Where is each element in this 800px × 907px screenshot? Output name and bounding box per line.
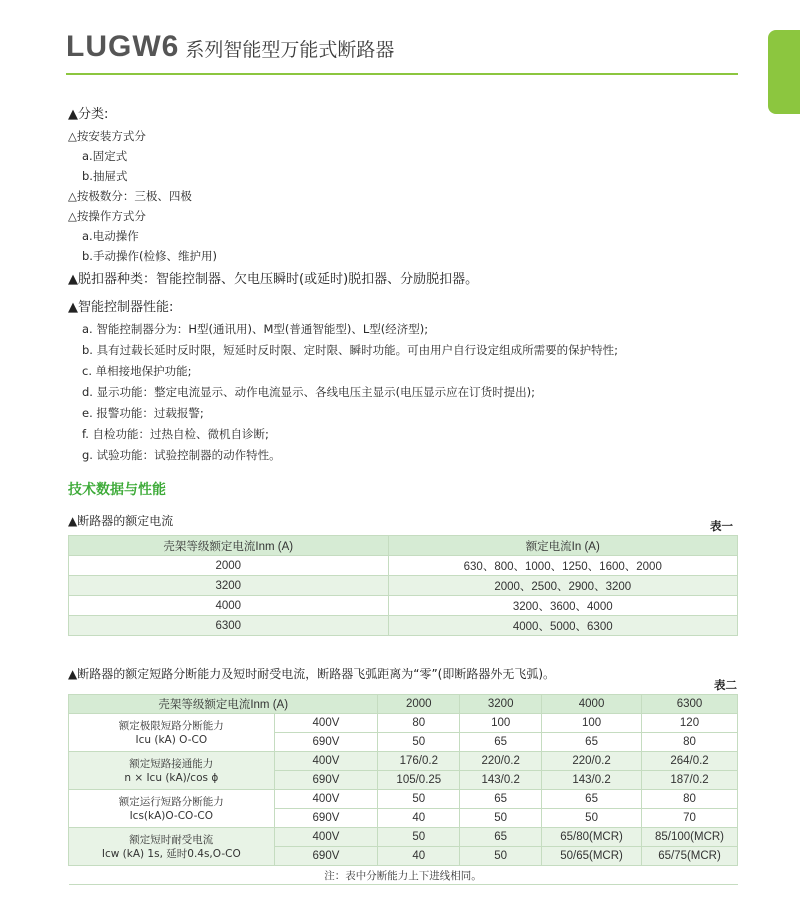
table-cell: 400V — [274, 714, 378, 733]
table-cell: 100 — [542, 714, 642, 733]
tech-data-heading: 技术数据与性能 — [68, 482, 166, 498]
table-cell: 70 — [642, 809, 738, 828]
table-cell: 690V — [274, 847, 378, 866]
table-cell: 120 — [642, 714, 738, 733]
row-label-line: Icu (kA) O-CO — [135, 733, 208, 746]
table-cell: 50 — [378, 790, 460, 809]
table-cell: 50 — [378, 733, 460, 752]
row-group-label — [69, 752, 275, 790]
trip-types: ▲脱扣器种类：智能控制器、欠电压瞬时(或延时)脱扣器、分励脱扣器。 — [68, 272, 479, 287]
list-item: b. 具有过载长延时反时限，短延时反时限、定时限、瞬时功能。可由用户自行设定组成所需要的保护特性; — [82, 343, 618, 357]
table-cell: 50 — [542, 809, 642, 828]
table-row — [69, 828, 738, 847]
intro-section — [68, 104, 748, 466]
list-item: d. 显示功能：整定电流显示、动作电流显示、各线电压主显示(电压显示应在订货时提出); — [82, 385, 535, 399]
list-item: c. 单相接地保护功能; — [82, 364, 192, 378]
table-note: 注：表中分断能力上下进线相同。 — [69, 866, 738, 885]
table-cell: 220/0.2 — [542, 752, 642, 771]
table-cell: 65 — [460, 828, 542, 847]
table-row — [69, 714, 738, 733]
table-cell: 264/0.2 — [642, 752, 738, 771]
row-group-label — [69, 790, 275, 828]
rated-current-table — [68, 535, 738, 636]
row-label-line: 额定短路接通能力 — [129, 757, 214, 770]
table-cell: 6300 — [69, 616, 389, 636]
group-label: △按操作方式分 — [68, 209, 146, 223]
group-label: △按安装方式分 — [68, 129, 146, 143]
classification-heading: ▲分类: — [68, 107, 109, 122]
list-item: f. 自检功能：过热自检、微机自诊断; — [82, 427, 269, 441]
table-cell: 65/80(MCR) — [542, 828, 642, 847]
list-item: a.电动操作 — [82, 229, 139, 243]
short-circuit-table — [68, 694, 738, 885]
row-label-line: n × Icu (kA)/cos ϕ — [124, 771, 219, 784]
table-cell: 143/0.2 — [460, 771, 542, 790]
table-cell: 220/0.2 — [460, 752, 542, 771]
table-header-cell: 壳架等级额定电流Inm (A) — [69, 695, 378, 714]
list-item: b.抽屉式 — [82, 169, 128, 183]
row-label-line: 额定运行短路分断能力 — [118, 795, 224, 808]
table-cell: 400V — [274, 752, 378, 771]
table-cell: 40 — [378, 847, 460, 866]
table-header-row — [69, 536, 738, 556]
table-cell: 50 — [378, 828, 460, 847]
table-cell: 4000 — [69, 596, 389, 616]
table1-caption: ▲断路器的额定电流 — [68, 514, 174, 528]
list-item: g. 试验功能：试验控制器的动作特性。 — [82, 448, 281, 462]
table-cell: 630、800、1000、1250、1600、2000 — [388, 556, 738, 576]
table-cell: 2000 — [69, 556, 389, 576]
table-cell: 50 — [460, 809, 542, 828]
table-row — [69, 752, 738, 771]
table-cell: 50/65(MCR) — [542, 847, 642, 866]
table-header-cell: 3200 — [460, 695, 542, 714]
table-header-cell: 壳架等级额定电流Inm (A) — [69, 536, 389, 556]
table-cell: 80 — [378, 714, 460, 733]
table-cell: 85/100(MCR) — [642, 828, 738, 847]
table-row — [69, 616, 738, 636]
table-header-cell: 2000 — [378, 695, 460, 714]
table-cell: 690V — [274, 733, 378, 752]
series-name: 系列智能型万能式断路器 — [185, 39, 395, 61]
title-underline — [66, 73, 738, 75]
list-item: a. 智能控制器分为：H型(通讯用)、M型(普通智能型)、L型(经济型); — [82, 322, 429, 336]
row-label-line: Ics(kA)O-CO-CO — [129, 809, 213, 822]
row-label-line: 额定短时耐受电流 — [129, 833, 214, 846]
table-note-row — [69, 866, 738, 885]
table-cell: 143/0.2 — [542, 771, 642, 790]
table-cell: 80 — [642, 790, 738, 809]
table-cell: 3200 — [69, 576, 389, 596]
table-cell: 105/0.25 — [378, 771, 460, 790]
table-row — [69, 790, 738, 809]
side-tab — [768, 30, 800, 114]
table1-number: 表一 — [710, 519, 733, 533]
table-header-cell: 额定电流In (A) — [388, 536, 738, 556]
table-header-cell: 6300 — [642, 695, 738, 714]
list-item: e. 报警功能：过载报警; — [82, 406, 204, 420]
model-name: LUGW6 — [66, 30, 180, 63]
group-label: △按极数分：三极、四极 — [68, 189, 192, 203]
table-cell: 2000、2500、2900、3200 — [388, 576, 738, 596]
page-title — [66, 30, 394, 66]
table-cell: 187/0.2 — [642, 771, 738, 790]
table-cell: 3200、3600、4000 — [388, 596, 738, 616]
table-row — [69, 576, 738, 596]
table-cell: 176/0.2 — [378, 752, 460, 771]
table-cell: 400V — [274, 828, 378, 847]
table-cell: 65 — [460, 790, 542, 809]
row-label-line: Icw (kA) 1s, 延时0.4s,O-CO — [101, 847, 241, 860]
table-cell: 100 — [460, 714, 542, 733]
table-cell: 65 — [542, 790, 642, 809]
table-header-row — [69, 695, 738, 714]
table-cell: 4000、5000、6300 — [388, 616, 738, 636]
table-cell: 400V — [274, 790, 378, 809]
table-cell: 65/75(MCR) — [642, 847, 738, 866]
row-group-label — [69, 714, 275, 752]
table-cell: 65 — [542, 733, 642, 752]
table2-caption: ▲断路器的额定短路分断能力及短时耐受电流，断路器飞弧距离为“零”(即断路器外无飞弧)。 — [68, 667, 556, 681]
controller-heading: ▲智能控制器性能: — [68, 300, 174, 315]
row-group-label — [69, 828, 275, 866]
table-cell: 40 — [378, 809, 460, 828]
list-item: b.手动操作(检修、维护用) — [82, 249, 217, 263]
table-cell: 65 — [460, 733, 542, 752]
table-cell: 80 — [642, 733, 738, 752]
table-row — [69, 556, 738, 576]
table-row — [69, 596, 738, 616]
table-cell: 690V — [274, 809, 378, 828]
table2-number: 表二 — [714, 678, 737, 692]
list-item: a.固定式 — [82, 149, 128, 163]
table-header-cell: 4000 — [542, 695, 642, 714]
table-cell: 690V — [274, 771, 378, 790]
row-label-line: 额定极限短路分断能力 — [118, 719, 224, 732]
table-cell: 50 — [460, 847, 542, 866]
